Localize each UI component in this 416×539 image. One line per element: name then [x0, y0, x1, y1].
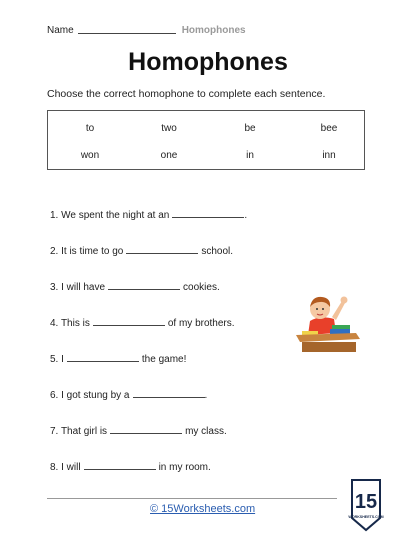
sentence-text: the game! [141, 354, 187, 365]
word-bank-item: bee [320, 123, 338, 134]
word-bank-item: inn [322, 150, 336, 161]
logo-number: 15 [354, 491, 378, 513]
instructions: Choose the correct homophone to complete each sentence. [47, 88, 326, 100]
sentence-text: . [244, 210, 248, 221]
sentence-text: 6. I got stung by a [50, 390, 130, 401]
raised-hand [341, 297, 348, 304]
logo-icon [348, 478, 384, 532]
student-eye [316, 308, 318, 310]
sentence-item [50, 282, 220, 293]
sentence-text: 8. I will [50, 462, 81, 473]
answer-blank[interactable] [84, 468, 156, 470]
sentence-item [50, 246, 233, 257]
word-bank-item: to [85, 123, 95, 134]
word-bank [47, 110, 365, 170]
answer-blank[interactable] [108, 288, 180, 290]
logo-text: WORKSHEETS.COM [348, 515, 384, 519]
worksheet-header [47, 25, 246, 36]
sentence-text: 7. That girl is [50, 426, 108, 437]
sentence-item [50, 390, 207, 401]
desk-front [302, 342, 356, 352]
word-bank-item: in [246, 150, 254, 161]
sentence-item [50, 210, 247, 221]
footer-link[interactable]: © 15Worksheets.com [150, 503, 256, 515]
sentence-text: cookies. [183, 282, 220, 293]
logo [348, 478, 384, 532]
sentence-text: 1. We spent the night at an [50, 210, 170, 221]
book [332, 325, 350, 329]
sentence-item [50, 426, 227, 437]
raised-arm [332, 301, 345, 320]
sentence-text: 2. It is time to go [50, 246, 124, 257]
word-bank-item: be [244, 123, 256, 134]
word-bank-item: two [161, 123, 177, 134]
sentence-text: in my room. [158, 462, 211, 473]
sentence-item [50, 318, 235, 329]
sentence-text: 3. I will have [50, 282, 106, 293]
sentence-item [50, 462, 211, 473]
answer-blank[interactable] [126, 252, 198, 254]
answer-blank[interactable] [172, 216, 244, 218]
answer-blank[interactable] [67, 360, 139, 362]
sentence-text: 5. I [50, 354, 64, 365]
book [330, 329, 350, 334]
sentence-text: 4. This is [50, 318, 90, 329]
student-at-desk-icon [290, 287, 370, 357]
student-eye [322, 308, 324, 310]
footer-divider [47, 498, 337, 499]
word-bank-item: won [80, 150, 100, 161]
name-line [78, 32, 176, 34]
sentence-item [50, 354, 186, 365]
answer-blank[interactable] [110, 432, 182, 434]
answer-blank[interactable] [133, 396, 205, 398]
sentence-text: school. [201, 246, 234, 257]
sentence-text: my class. [185, 426, 227, 437]
answer-blank[interactable] [93, 324, 165, 326]
sentence-text: of my brothers. [167, 318, 235, 329]
page-title: Homophones [128, 48, 288, 76]
name-label: Name [47, 25, 74, 36]
word-bank-item: one [160, 150, 178, 161]
sentence-text: . [204, 390, 208, 401]
brand-label: Homophones [181, 25, 246, 36]
